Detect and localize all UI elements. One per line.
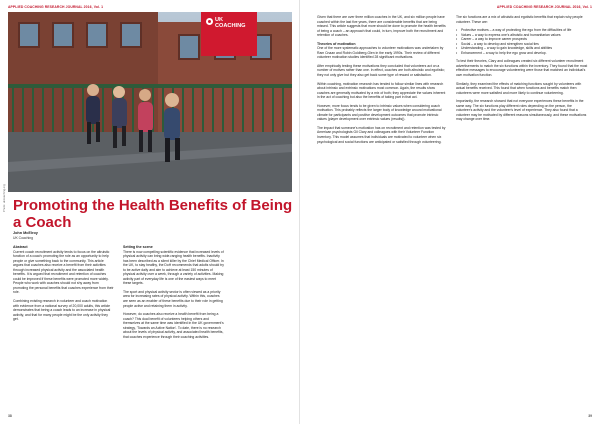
section-heading: Theories of motivation [317,41,356,46]
running-header-right: APPLIED COACHING RESEARCH JOURNAL 2016, Vol. 1 [496,5,592,9]
logo-line-2: COACHING [215,22,246,29]
page-number-right: 39 [588,414,592,418]
body-paragraph: Importantly, the research showed that not everyone experiences these benefits in the same way. The six functions play different roles depending on the person, the volunteer's activity and the volunteer's level of experience. They also found that a volunteer may be motivated by different reasons simultaneously, and these motivations may change over time. [456,99,587,122]
body-paragraph: The impact that someone's motivation has on recruitment and retention was tested by American psychologists Gil Clary and colleagues with their Volunteer Function Inventory. This model assumes that individuals are motivated to volunteer when six psychological and social functions are anticipated or satisfied through volunteering. [317,125,446,144]
uk-coaching-mark-icon [206,18,213,25]
body-paragraph: To test their theories, Clary and colleagues created six different volunteer recruitment advertisements to match the six functions within the inventory. They found that the most effective messages to encourage volunteering were those that matched an individual's own motivation function. [456,59,588,78]
list-item: • Enhancement – a way to help the ego grow and develop. [456,51,588,56]
body-paragraph: The six functions are a mix of altruistic and egotistic benefits that explain why people volunteer. These are: [456,15,583,24]
running-header-left: APPLIED COACHING RESEARCH JOURNAL 2016, Vol. 1 [8,5,104,9]
author-name: John McElroy [13,231,38,235]
page-number-left: 38 [8,414,12,418]
list-item: • Social – a way to develop and strengthen social ties [456,42,588,47]
body-paragraph: The sport and physical activity sector is often viewed as a priority area for increasing rates of physical activity. Within this, coaches are seen as an enabler of these benefits due to their role in getting people active and retaining them in activity. [123,289,223,308]
list-item: • Values – a way to express one's altruistic and humanitarian values [456,33,588,38]
body-paragraph: Within coaching, motivation research has tended to follow similar lines with research about intrinsic and extrinsic motivations most common. Again, the results show coaches are generally motivated by a mix of both; they appreciate the values inherent in the act of coaching but also the benefits of taking part in that act. [317,81,446,100]
logo-line-1: UK [215,17,224,23]
author-affiliation: UK Coaching [13,236,33,240]
body-paragraph: Given that there are over three million coaches in the UK, and six million people have coached within the last five years, there are considerable benefits that are being missed. This article suggests that more should be done to promote the health benefits of being a coach – an approach that could, in turn, improve both the recruitment and retention of coaches. [317,15,446,38]
photo-credit: Photo: ukcoaching.org [2,184,6,212]
body-paragraph: There is now compelling scientific evidence that increased levels of physical activity can bring wide-ranging health benefits. Inactivity has been described as a silent killer by the Chief Medical Officer. In the UK, to stay healthy, the DoH recommends that adults should try to be active daily and aim to achieve at least 150 minutes of physical activity over a week, through a variety of activities. Making activity part of everyday life is one of the easiest ways to meet these targets. [123,249,224,286]
abstract-paragraph: Current coach recruitment activity tends to focus on the altruistic function of a coach: promoting the role as an opportunity to help people or give something back to the community. This article argues that coaches also receive a benefit from their activities through increased physical activity and the associated health benefits. It is argued that recruitment and retention of coaches could be improved if these benefits were promoted more widely. People who work with coaches should not shy away from promoting the personal benefits that coaches experience from their role. [13,249,114,295]
functions-column [456,15,588,126]
abstract-column [13,245,114,326]
functions-list [456,28,588,55]
list-item: • Protective motives – a way of protecting the ego from the difficulties of life [456,28,588,33]
logo-wordmark [206,18,252,30]
article-title: Promoting the Health Benefits of Being a Coach [13,197,293,231]
right-page [300,0,600,424]
body-paragraph: Similarly, they examined the effects of matching functions sought by volunteers with actual benefits received. This found that when functions and benefits match then volunteers were more satisfied and more likely to continue volunteering. [456,81,582,95]
motivation-column [317,15,447,148]
uk-coaching-logo [201,12,257,56]
body-paragraph: However, do coaches also receive a health benefit from being a coach? This dual benefit of volunteers helping others and themselves at the same time was identified in the UK government's strategy, 'Towards an Active Nation'. To date, there is no research about the levels of physical activity, and associated health benefits, that coaches experience through their coaching activities. [123,312,224,339]
body-paragraph: One of the more systematic approaches to volunteer motivations was undertaken by Ram Cnaan and Robin Goldberg-Glen in the early 1990s. Their review of different volunteer motivation studies identified 28 significant motivations. [317,46,444,60]
body-paragraph: After empirically testing these motivations they concluded that volunteers act on a number of motives rather than one. In effect, coaches are both altruistic and egotistic; they not only give but they also get back some type of reward or satisfaction. [317,63,445,78]
list-item: • Understanding – a way to gain knowledge, skills and abilities [456,46,588,51]
abstract-paragraph: Combining existing research in volunteer and coach motivation with evidence from a national survey of 20,000 adults, this article demonstrates that being a coach leads to an increase in physical activity, and that for many people might be the only activity they get. [13,299,111,322]
section-heading: Setting the scene [123,245,153,249]
list-item: • Career – a way to improve career prospects [456,37,588,42]
abstract-heading: Abstract [13,245,28,249]
body-paragraph: However, more focus tends to be given to intrinsic values when considering coach motivation. This probably reflects the larger body of knowledge around motivational climate for participants and positive development outcomes that promote intrinsic values (player development over extrinsic values (results)). [317,103,442,122]
setting-scene-column [123,245,224,343]
